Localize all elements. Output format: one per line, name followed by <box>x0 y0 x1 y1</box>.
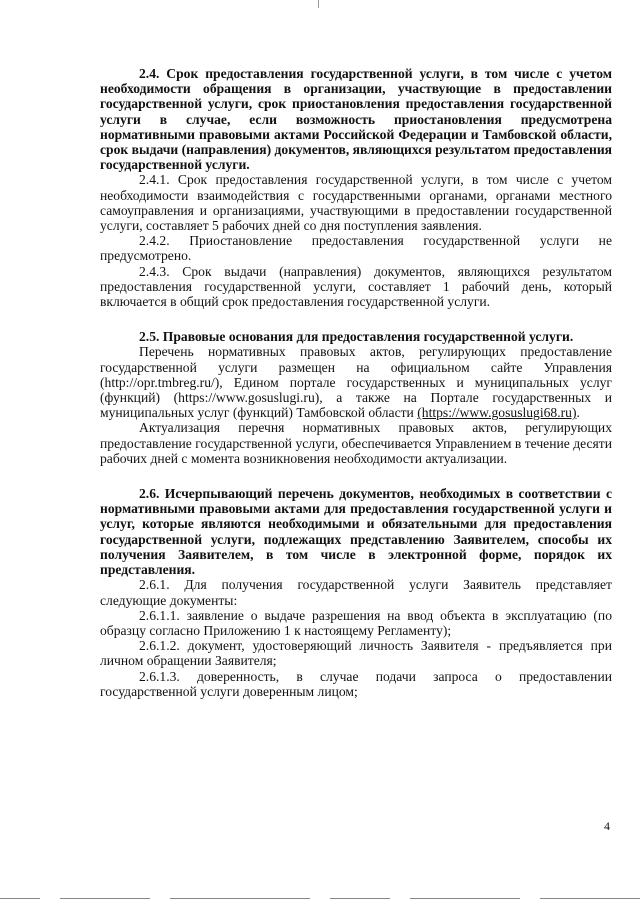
section-heading-2-5: 2.5. Правовые основания для предоставления государственной услуги. <box>139 329 574 345</box>
paragraph-2-4-3: 2.4.3. Срок выдачи (направления) документов, являющихся результатом предоставления государственной услуги, составляет 1 рабочий день, который включается в общий срок предоставления государственной услуги. <box>100 263 612 310</box>
section-heading-2-6: 2.6. Исчерпывающий перечень документов, необходимых в соответствии с нормативными правовыми актами для предоставления государственной услуги и услуг, которые являются необходимыми и обязательными для предоставления государственной услуги, подлежащих представлению Заявителем, способы их получения Заявителем, в том числе в электронной форме, порядок их представления. <box>100 486 612 578</box>
page-number: 4 <box>604 819 610 833</box>
paragraph-2-6-1-3: 2.6.1.3. доверенность, в случае подачи запроса о предоставлении государственной услуги доверенным лицом; <box>100 668 612 699</box>
portal-link-suffix: . <box>576 405 580 421</box>
scan-bottom-edge <box>0 898 640 902</box>
paragraph-legal-acts-text: Перечень нормативных правовых актов, регулирующих предоставление государственной услуги размещен на официальном сайте Управления (http://opr.tmbreg.ru/), Едином портале государственных и муниципальных услуг (функций) (https://www.gosuslugi.ru), а также на Портале государственных и муниципальных услуг (функций) Тамбовской области <box>100 344 612 421</box>
paragraph-legal-acts <box>100 344 612 420</box>
scan-dash <box>60 898 150 899</box>
scan-dash <box>330 898 390 899</box>
paragraph-actualization: Актуализация перечня нормативных правовых актов, регулирующих предоставление государственной услуги, обеспечивается Управлением в течение десяти рабочих дней с момента возникновения необходимости актуализации. <box>100 420 612 466</box>
scan-dash <box>0 898 40 899</box>
section-spacer <box>100 309 612 329</box>
document-page <box>100 66 612 699</box>
paragraph-2-6-1: 2.6.1. Для получения государственной услуги Заявитель представляет следующие документы: <box>100 577 612 608</box>
paragraph-2-4-2: 2.4.2. Приостановление предоставления государственной услуги не предусмотрено. <box>100 233 612 264</box>
section-spacer <box>100 466 612 486</box>
paragraph-2-6-1-1: 2.6.1.1. заявление о выдаче разрешения на ввод объекта в эксплуатацию (по образцу согласно Приложению 1 к настоящему Регламенту); <box>100 607 612 638</box>
paragraph-2-6-1-2: 2.6.1.2. документ, удостоверяющий личность Заявителя - предъявляется при личном обращении Заявителя; <box>100 638 612 669</box>
scan-dash <box>170 898 310 899</box>
scan-mark <box>318 0 319 8</box>
paragraph-2-4-1: 2.4.1. Срок предоставления государственной услуги, в том числе с учетом необходимости взаимодействия с государственными органами, органами местного самоуправления и организациями, участвующими в предоставлении государственной услуги, составляет 5 рабочих дней со дня поступления заявления. <box>100 172 612 234</box>
scan-dash <box>540 898 640 899</box>
scan-dash <box>410 898 520 899</box>
section-heading-2-4: 2.4. Срок предоставления государственной услуги, в том числе с учетом необходимости обращения в организации, участвующие в предоставлении государственной услуги, срок приостановления предоставления государственной услуги в случае, если возможность приостановления предусмотрена нормативными правовыми актами Российской Федерации и Тамбовской области, срок выдачи (направления) документов, являющихся результатом предоставления государственной услуги. <box>100 66 613 173</box>
portal-link[interactable]: (https://www.gosuslugi68.ru) <box>417 405 577 421</box>
